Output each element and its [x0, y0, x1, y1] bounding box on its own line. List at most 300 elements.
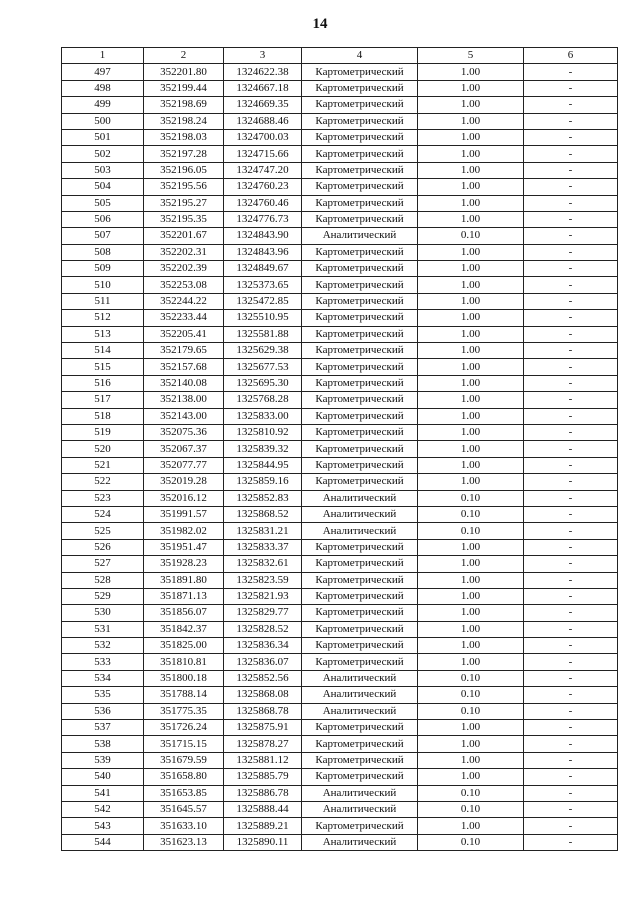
y-coordinate-cell: 1325821.93 — [224, 588, 302, 604]
x-coordinate-cell: 352197.28 — [144, 146, 224, 162]
point-number-cell: 542 — [62, 801, 144, 817]
y-coordinate-cell: 1325823.59 — [224, 572, 302, 588]
description-cell: - — [524, 834, 618, 850]
description-cell: - — [524, 638, 618, 654]
y-coordinate-cell: 1324776.73 — [224, 211, 302, 227]
y-coordinate-cell: 1325878.27 — [224, 736, 302, 752]
description-cell: - — [524, 375, 618, 391]
y-coordinate-cell: 1324688.46 — [224, 113, 302, 129]
x-coordinate-cell: 351623.13 — [144, 834, 224, 850]
table-row — [62, 293, 618, 309]
point-number-cell: 543 — [62, 818, 144, 834]
method-cell: Картометрический — [302, 146, 418, 162]
x-coordinate-cell: 351991.57 — [144, 506, 224, 522]
y-coordinate-cell: 1325885.79 — [224, 769, 302, 785]
y-coordinate-cell: 1324849.67 — [224, 261, 302, 277]
point-number-cell: 523 — [62, 490, 144, 506]
x-coordinate-cell: 352157.68 — [144, 359, 224, 375]
table-row — [62, 97, 618, 113]
table-header — [62, 48, 618, 64]
description-cell: - — [524, 506, 618, 522]
method-cell: Картометрический — [302, 343, 418, 359]
point-number-cell: 539 — [62, 752, 144, 768]
point-number-cell: 502 — [62, 146, 144, 162]
x-coordinate-cell: 352196.05 — [144, 162, 224, 178]
description-cell: - — [524, 261, 618, 277]
x-coordinate-cell: 351800.18 — [144, 670, 224, 686]
y-coordinate-cell: 1325868.52 — [224, 506, 302, 522]
point-number-cell: 501 — [62, 129, 144, 145]
description-cell: - — [524, 179, 618, 195]
y-coordinate-cell: 1324715.66 — [224, 146, 302, 162]
method-cell: Картометрический — [302, 326, 418, 342]
description-cell: - — [524, 539, 618, 555]
table-row — [62, 736, 618, 752]
accuracy-cell: 1.00 — [418, 146, 524, 162]
description-cell: - — [524, 146, 618, 162]
description-cell: - — [524, 801, 618, 817]
table-row — [62, 375, 618, 391]
method-cell: Картометрический — [302, 310, 418, 326]
description-cell: - — [524, 588, 618, 604]
accuracy-cell: 1.00 — [418, 621, 524, 637]
accuracy-cell: 1.00 — [418, 588, 524, 604]
accuracy-cell: 1.00 — [418, 605, 524, 621]
table-row — [62, 244, 618, 260]
x-coordinate-cell: 351715.15 — [144, 736, 224, 752]
table-row — [62, 80, 618, 96]
accuracy-cell: 0.10 — [418, 506, 524, 522]
y-coordinate-cell: 1324669.35 — [224, 97, 302, 113]
method-cell: Аналитический — [302, 506, 418, 522]
accuracy-cell: 0.10 — [418, 801, 524, 817]
x-coordinate-cell: 352179.65 — [144, 343, 224, 359]
point-number-cell: 509 — [62, 261, 144, 277]
point-number-cell: 497 — [62, 64, 144, 80]
table-body — [62, 64, 618, 851]
method-cell: Картометрический — [302, 408, 418, 424]
table-row — [62, 228, 618, 244]
method-cell: Картометрический — [302, 752, 418, 768]
point-number-cell: 537 — [62, 720, 144, 736]
column-header-6: 6 — [524, 48, 618, 64]
accuracy-cell: 0.10 — [418, 703, 524, 719]
point-number-cell: 518 — [62, 408, 144, 424]
table-row — [62, 359, 618, 375]
table-row — [62, 310, 618, 326]
y-coordinate-cell: 1325875.91 — [224, 720, 302, 736]
description-cell: - — [524, 326, 618, 342]
table-row — [62, 638, 618, 654]
table-row — [62, 769, 618, 785]
x-coordinate-cell: 352201.67 — [144, 228, 224, 244]
method-cell: Аналитический — [302, 228, 418, 244]
table-row — [62, 720, 618, 736]
table-row — [62, 441, 618, 457]
y-coordinate-cell: 1325852.83 — [224, 490, 302, 506]
accuracy-cell: 0.10 — [418, 670, 524, 686]
y-coordinate-cell: 1325581.88 — [224, 326, 302, 342]
method-cell: Картометрический — [302, 64, 418, 80]
x-coordinate-cell: 352244.22 — [144, 293, 224, 309]
description-cell: - — [524, 752, 618, 768]
description-cell: - — [524, 687, 618, 703]
column-header-4: 4 — [302, 48, 418, 64]
table-row — [62, 490, 618, 506]
point-number-cell: 506 — [62, 211, 144, 227]
point-number-cell: 517 — [62, 392, 144, 408]
method-cell: Картометрический — [302, 424, 418, 440]
description-cell: - — [524, 523, 618, 539]
y-coordinate-cell: 1325836.34 — [224, 638, 302, 654]
accuracy-cell: 0.10 — [418, 523, 524, 539]
method-cell: Картометрический — [302, 441, 418, 457]
x-coordinate-cell: 351810.81 — [144, 654, 224, 670]
y-coordinate-cell: 1325629.38 — [224, 343, 302, 359]
point-number-cell: 527 — [62, 556, 144, 572]
accuracy-cell: 0.10 — [418, 490, 524, 506]
x-coordinate-cell: 352198.69 — [144, 97, 224, 113]
description-cell: - — [524, 720, 618, 736]
table-row — [62, 392, 618, 408]
y-coordinate-cell: 1325836.07 — [224, 654, 302, 670]
x-coordinate-cell: 351658.80 — [144, 769, 224, 785]
accuracy-cell: 1.00 — [418, 129, 524, 145]
table-row — [62, 261, 618, 277]
table-row — [62, 195, 618, 211]
y-coordinate-cell: 1325695.30 — [224, 375, 302, 391]
y-coordinate-cell: 1325886.78 — [224, 785, 302, 801]
x-coordinate-cell: 352195.27 — [144, 195, 224, 211]
point-number-cell: 536 — [62, 703, 144, 719]
point-number-cell: 499 — [62, 97, 144, 113]
accuracy-cell: 1.00 — [418, 179, 524, 195]
x-coordinate-cell: 351825.00 — [144, 638, 224, 654]
description-cell: - — [524, 654, 618, 670]
description-cell: - — [524, 424, 618, 440]
x-coordinate-cell: 351788.14 — [144, 687, 224, 703]
x-coordinate-cell: 351775.35 — [144, 703, 224, 719]
accuracy-cell: 1.00 — [418, 457, 524, 473]
description-cell: - — [524, 605, 618, 621]
table-row — [62, 64, 618, 80]
method-cell: Аналитический — [302, 785, 418, 801]
accuracy-cell: 1.00 — [418, 343, 524, 359]
table-row — [62, 621, 618, 637]
point-number-cell: 504 — [62, 179, 144, 195]
method-cell: Картометрический — [302, 457, 418, 473]
y-coordinate-cell: 1325677.53 — [224, 359, 302, 375]
accuracy-cell: 1.00 — [418, 720, 524, 736]
x-coordinate-cell: 352195.56 — [144, 179, 224, 195]
description-cell: - — [524, 703, 618, 719]
table-row — [62, 703, 618, 719]
y-coordinate-cell: 1325510.95 — [224, 310, 302, 326]
x-coordinate-cell: 352198.24 — [144, 113, 224, 129]
table-row — [62, 687, 618, 703]
table-row — [62, 424, 618, 440]
x-coordinate-cell: 352205.41 — [144, 326, 224, 342]
table-row — [62, 343, 618, 359]
point-number-cell: 534 — [62, 670, 144, 686]
table-row — [62, 654, 618, 670]
table-row — [62, 129, 618, 145]
accuracy-cell: 1.00 — [418, 261, 524, 277]
description-cell: - — [524, 818, 618, 834]
accuracy-cell: 1.00 — [418, 244, 524, 260]
x-coordinate-cell: 351891.80 — [144, 572, 224, 588]
column-header-2: 2 — [144, 48, 224, 64]
y-coordinate-cell: 1325828.52 — [224, 621, 302, 637]
accuracy-cell: 1.00 — [418, 752, 524, 768]
accuracy-cell: 1.00 — [418, 392, 524, 408]
x-coordinate-cell: 351653.85 — [144, 785, 224, 801]
method-cell: Картометрический — [302, 769, 418, 785]
table-row — [62, 326, 618, 342]
point-number-cell: 531 — [62, 621, 144, 637]
description-cell: - — [524, 64, 618, 80]
accuracy-cell: 1.00 — [418, 408, 524, 424]
accuracy-cell: 1.00 — [418, 441, 524, 457]
accuracy-cell: 0.10 — [418, 785, 524, 801]
y-coordinate-cell: 1325868.08 — [224, 687, 302, 703]
point-number-cell: 512 — [62, 310, 144, 326]
point-number-cell: 508 — [62, 244, 144, 260]
accuracy-cell: 0.10 — [418, 228, 524, 244]
point-number-cell: 520 — [62, 441, 144, 457]
table-row — [62, 211, 618, 227]
accuracy-cell: 1.00 — [418, 424, 524, 440]
method-cell: Картометрический — [302, 720, 418, 736]
method-cell: Картометрический — [302, 359, 418, 375]
y-coordinate-cell: 1325881.12 — [224, 752, 302, 768]
description-cell: - — [524, 277, 618, 293]
accuracy-cell: 1.00 — [418, 310, 524, 326]
point-number-cell: 514 — [62, 343, 144, 359]
description-cell: - — [524, 736, 618, 752]
x-coordinate-cell: 352019.28 — [144, 474, 224, 490]
method-cell: Картометрический — [302, 621, 418, 637]
y-coordinate-cell: 1324700.03 — [224, 129, 302, 145]
y-coordinate-cell: 1324747.20 — [224, 162, 302, 178]
table-row — [62, 752, 618, 768]
y-coordinate-cell: 1324843.96 — [224, 244, 302, 260]
accuracy-cell: 1.00 — [418, 80, 524, 96]
description-cell: - — [524, 769, 618, 785]
point-number-cell: 521 — [62, 457, 144, 473]
point-number-cell: 503 — [62, 162, 144, 178]
x-coordinate-cell: 352233.44 — [144, 310, 224, 326]
y-coordinate-cell: 1324843.90 — [224, 228, 302, 244]
point-number-cell: 533 — [62, 654, 144, 670]
point-number-cell: 538 — [62, 736, 144, 752]
point-number-cell: 519 — [62, 424, 144, 440]
point-number-cell: 526 — [62, 539, 144, 555]
point-number-cell: 540 — [62, 769, 144, 785]
y-coordinate-cell: 1325839.32 — [224, 441, 302, 457]
y-coordinate-cell: 1324622.38 — [224, 64, 302, 80]
description-cell: - — [524, 129, 618, 145]
description-cell: - — [524, 359, 618, 375]
accuracy-cell: 1.00 — [418, 736, 524, 752]
method-cell: Картометрический — [302, 244, 418, 260]
table-row — [62, 572, 618, 588]
description-cell: - — [524, 228, 618, 244]
x-coordinate-cell: 352199.44 — [144, 80, 224, 96]
accuracy-cell: 1.00 — [418, 97, 524, 113]
description-cell: - — [524, 392, 618, 408]
x-coordinate-cell: 351645.57 — [144, 801, 224, 817]
method-cell: Картометрический — [302, 129, 418, 145]
description-cell: - — [524, 162, 618, 178]
y-coordinate-cell: 1325810.92 — [224, 424, 302, 440]
method-cell: Картометрический — [302, 80, 418, 96]
x-coordinate-cell: 352202.31 — [144, 244, 224, 260]
y-coordinate-cell: 1325768.28 — [224, 392, 302, 408]
method-cell: Картометрический — [302, 179, 418, 195]
description-cell: - — [524, 97, 618, 113]
y-coordinate-cell: 1324667.18 — [224, 80, 302, 96]
accuracy-cell: 1.00 — [418, 474, 524, 490]
x-coordinate-cell: 351726.24 — [144, 720, 224, 736]
x-coordinate-cell: 351856.07 — [144, 605, 224, 621]
description-cell: - — [524, 244, 618, 260]
accuracy-cell: 1.00 — [418, 113, 524, 129]
description-cell: - — [524, 621, 618, 637]
y-coordinate-cell: 1325831.21 — [224, 523, 302, 539]
point-number-cell: 515 — [62, 359, 144, 375]
y-coordinate-cell: 1324760.46 — [224, 195, 302, 211]
method-cell: Картометрический — [302, 375, 418, 391]
point-number-cell: 522 — [62, 474, 144, 490]
method-cell: Аналитический — [302, 801, 418, 817]
table-row — [62, 785, 618, 801]
point-number-cell: 524 — [62, 506, 144, 522]
y-coordinate-cell: 1325373.65 — [224, 277, 302, 293]
accuracy-cell: 0.10 — [418, 834, 524, 850]
x-coordinate-cell: 352075.36 — [144, 424, 224, 440]
table-row — [62, 670, 618, 686]
accuracy-cell: 1.00 — [418, 326, 524, 342]
description-cell: - — [524, 113, 618, 129]
method-cell: Картометрический — [302, 474, 418, 490]
method-cell: Картометрический — [302, 195, 418, 211]
method-cell: Картометрический — [302, 818, 418, 834]
accuracy-cell: 1.00 — [418, 818, 524, 834]
table-row — [62, 506, 618, 522]
description-cell: - — [524, 195, 618, 211]
method-cell: Картометрический — [302, 736, 418, 752]
x-coordinate-cell: 352195.35 — [144, 211, 224, 227]
y-coordinate-cell: 1325832.61 — [224, 556, 302, 572]
table-row — [62, 605, 618, 621]
table-row — [62, 556, 618, 572]
point-number-cell: 535 — [62, 687, 144, 703]
y-coordinate-cell: 1325889.21 — [224, 818, 302, 834]
accuracy-cell: 1.00 — [418, 375, 524, 391]
accuracy-cell: 1.00 — [418, 211, 524, 227]
method-cell: Картометрический — [302, 654, 418, 670]
x-coordinate-cell: 352140.08 — [144, 375, 224, 391]
x-coordinate-cell: 352198.03 — [144, 129, 224, 145]
x-coordinate-cell: 351982.02 — [144, 523, 224, 539]
y-coordinate-cell: 1325833.00 — [224, 408, 302, 424]
method-cell: Картометрический — [302, 638, 418, 654]
description-cell: - — [524, 441, 618, 457]
point-number-cell: 525 — [62, 523, 144, 539]
method-cell: Аналитический — [302, 670, 418, 686]
description-cell: - — [524, 408, 618, 424]
y-coordinate-cell: 1325890.11 — [224, 834, 302, 850]
method-cell: Картометрический — [302, 392, 418, 408]
column-header-5: 5 — [418, 48, 524, 64]
y-coordinate-cell: 1325844.95 — [224, 457, 302, 473]
table-row — [62, 113, 618, 129]
description-cell: - — [524, 474, 618, 490]
method-cell: Аналитический — [302, 834, 418, 850]
table-row — [62, 457, 618, 473]
method-cell: Картометрический — [302, 261, 418, 277]
x-coordinate-cell: 351951.47 — [144, 539, 224, 555]
method-cell: Картометрический — [302, 211, 418, 227]
page-number: 14 — [312, 16, 328, 32]
point-number-cell: 510 — [62, 277, 144, 293]
x-coordinate-cell: 352077.77 — [144, 457, 224, 473]
point-number-cell: 541 — [62, 785, 144, 801]
method-cell: Картометрический — [302, 539, 418, 555]
column-header-3: 3 — [224, 48, 302, 64]
point-number-cell: 513 — [62, 326, 144, 342]
description-cell: - — [524, 80, 618, 96]
x-coordinate-cell: 352016.12 — [144, 490, 224, 506]
point-number-cell: 505 — [62, 195, 144, 211]
method-cell: Картометрический — [302, 277, 418, 293]
y-coordinate-cell: 1325829.77 — [224, 605, 302, 621]
y-coordinate-cell: 1325852.56 — [224, 670, 302, 686]
x-coordinate-cell: 351928.23 — [144, 556, 224, 572]
table-row — [62, 408, 618, 424]
method-cell: Аналитический — [302, 703, 418, 719]
y-coordinate-cell: 1325833.37 — [224, 539, 302, 555]
x-coordinate-cell: 352201.80 — [144, 64, 224, 80]
table-row — [62, 179, 618, 195]
method-cell: Аналитический — [302, 523, 418, 539]
x-coordinate-cell: 351633.10 — [144, 818, 224, 834]
description-cell: - — [524, 670, 618, 686]
x-coordinate-cell: 352067.37 — [144, 441, 224, 457]
description-cell: - — [524, 343, 618, 359]
description-cell: - — [524, 572, 618, 588]
method-cell: Картометрический — [302, 97, 418, 113]
point-number-cell: 498 — [62, 80, 144, 96]
accuracy-cell: 1.00 — [418, 64, 524, 80]
method-cell: Картометрический — [302, 605, 418, 621]
point-number-cell: 532 — [62, 638, 144, 654]
point-number-cell: 500 — [62, 113, 144, 129]
x-coordinate-cell: 351871.13 — [144, 588, 224, 604]
point-number-cell: 529 — [62, 588, 144, 604]
table-row — [62, 523, 618, 539]
y-coordinate-cell: 1325859.16 — [224, 474, 302, 490]
method-cell: Картометрический — [302, 162, 418, 178]
x-coordinate-cell: 352143.00 — [144, 408, 224, 424]
accuracy-cell: 1.00 — [418, 638, 524, 654]
x-coordinate-cell: 352138.00 — [144, 392, 224, 408]
accuracy-cell: 1.00 — [418, 556, 524, 572]
x-coordinate-cell: 351842.37 — [144, 621, 224, 637]
table-row — [62, 162, 618, 178]
column-header-1: 1 — [62, 48, 144, 64]
